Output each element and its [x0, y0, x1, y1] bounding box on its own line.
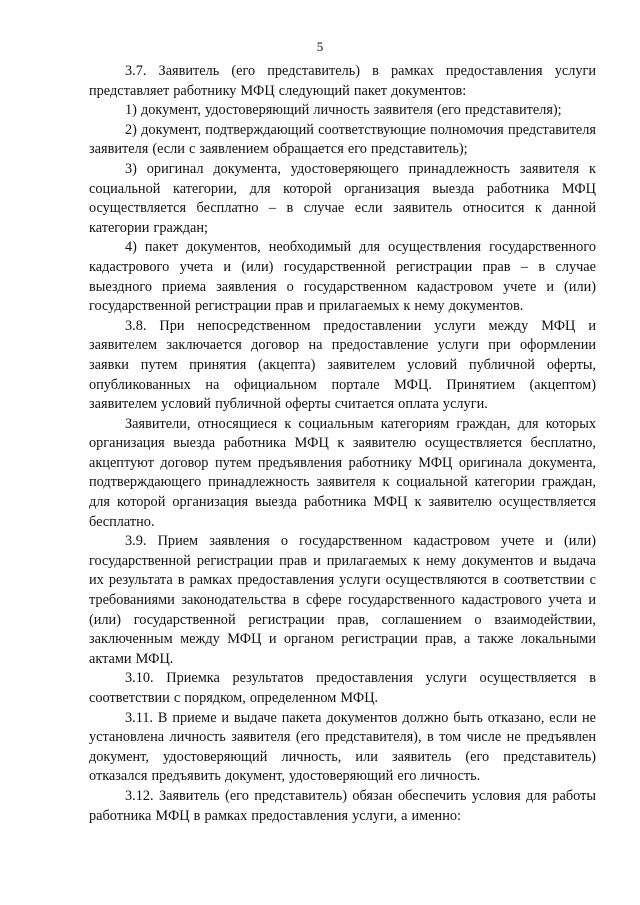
list-item-2: 2) документ, подтверждающий соответствующие полномочия представителя заявителя (если с заявлением обращается его представитель);: [89, 121, 596, 158]
paragraph-3-12: 3.12. Заявитель (его представитель) обязан обеспечить условия для работы работника МФЦ в рамках предоставления услуги, а именно:: [89, 787, 596, 824]
list-item-3: 3) оригинал документа, удостоверяющего принадлежность заявителя к социальной категории, для которой организация выезда работника МФЦ осуществляется бесплатно – в случае если заявитель относится к данной категории граждан;: [89, 160, 596, 236]
paragraph-social-categories: Заявители, относящиеся к социальным категориям граждан, для которых организация выезда работника МФЦ к заявителю осуществляется бесплатно, акцептуют договор путем предъявления работнику МФЦ оригинала документа, подтверждающего принадлежность заявителя к социальной категории граждан, для которой организация выезда работника МФЦ к заявителю осуществляется бесплатно.: [89, 415, 596, 530]
paragraph-3-7: 3.7. Заявитель (его представитель) в рамках предоставления услуги представляет работнику МФЦ следующий пакет документов:: [89, 63, 596, 99]
document-body: [89, 62, 596, 826]
paragraph-3-11: 3.11. В приеме и выдаче пакета документов должно быть отказано, если не установлена личность заявителя (его представителя), в том числе не предъявлен документ, удостоверяющий личность, или заявитель (его представитель) отказался предъявить документ, удостоверяющий его личность.: [89, 709, 596, 785]
list-item-1: 1) документ, удостоверяющий личность заявителя (его представителя);: [125, 102, 562, 119]
list-item-4: 4) пакет документов, необходимый для осуществления государственного кадастрового учета и (или) государственной регистрации прав – в случае выездного приема заявления о государственном кадастровом учете и (или) государственной регистрации прав и прилагаемых к нему документов.: [89, 239, 596, 315]
paragraph-3-9: 3.9. Прием заявления о государственном кадастровом учете и (или) государственной регистрации прав и прилагаемых к нему документов и выдача их результата в рамках предоставления услуги осуществляются в соответствии с требованиями законодательства в сфере государственного кадастрового учета и (или) государственной регистрации прав, соглашением о взаимодействии, заключенным между МФЦ и органом регистрации прав, а также локальными актами МФЦ.: [89, 533, 596, 667]
page-number: 5: [316, 39, 324, 54]
paragraph-3-10: 3.10. Приемка результатов предоставления услуги осуществляется в соответствии с порядком, определенном МФЦ.: [89, 670, 596, 706]
paragraph-3-8: 3.8. При непосредственном предоставлении услуги между МФЦ и заявителем заключается договор на предоставление услуги при оформлении заявки путем принятия (акцепта) заявителем условий публичной оферты, опубликованных на официальном портале МФЦ. Принятием (акцептом) заявителем условий публичной оферты считается оплата услуги.: [89, 317, 596, 413]
